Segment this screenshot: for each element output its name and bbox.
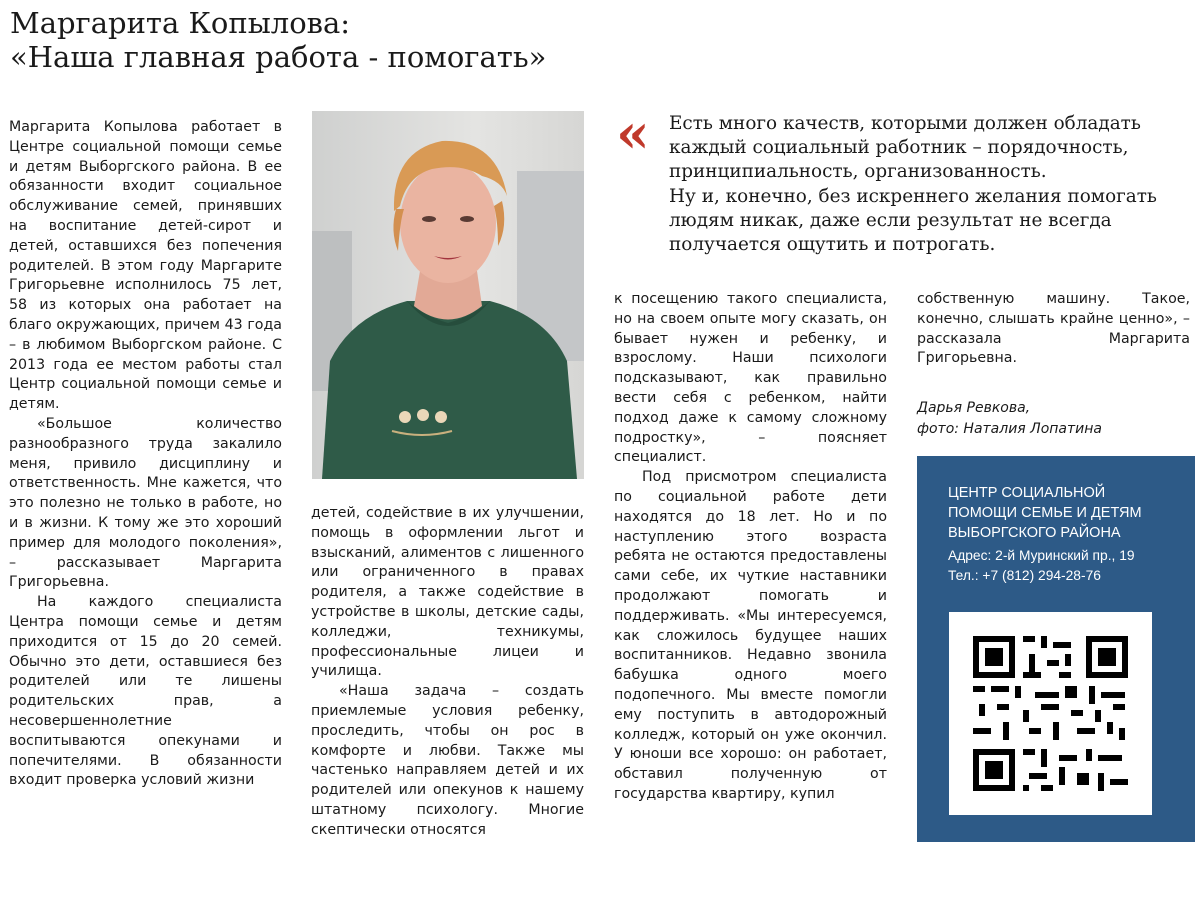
headline-line-1: Маргарита Копылова:: [10, 6, 351, 40]
article-paragraph: «Большое количество разнообразного труда закалило меня, привило дисциплину и ответственность. Мне кажется, что это полезно не только в работе, но и в жизни. К тому же это хороший пример для молодого поколения», – рассказывает Маргарита Григорьевна.: [9, 415, 282, 591]
portrait-photo: [312, 111, 584, 479]
article-paragraph: к посещению такого специалиста, но на своем опыте могу сказать, он бывает нужен и ребенку, и взрослому. Наши психологи подсказывают, как правильно вести себя с ребенком, найти подход даже к самому сложному подростку», – поясняет специалист.: [614, 291, 887, 466]
article-paragraph: «Наша задача – создать приемлемые условия ребенку, проследить, чтобы он рос в комфорте и любви. Также мы частенько направляем детей и их родителей или опекунов к нашему штатному психологу. Многие скептически относятся: [311, 683, 584, 838]
byline: [917, 398, 1190, 440]
article-paragraph: собственную машину. Такое, конечно, слышать крайне ценно», – рассказала Маргарита Григорьевна.: [917, 291, 1190, 367]
info-address: Адрес: 2-й Муринский пр., 19: [948, 548, 1135, 563]
article-paragraph: детей, содействие в их улучшении, помощь в оформлении льгот и взысканий, алиментов с лишенного или ограниченного в правах родителя, а также содействие в устройстве в школы, детские сады, колледжи, техникумы, профессиональные лицеи и училища.: [311, 505, 584, 680]
article-column-2: [311, 504, 584, 841]
quote-line: каждый социальный работник – порядочность,: [669, 137, 1129, 159]
quote-mark-icon: «: [616, 101, 650, 165]
article-paragraph: Под присмотром специалиста по социальной работе дети находятся до 18 лет. Но и по наступлению этого возраста ребята не остаются предоставлены сами себе, их чуткие наставники продолжают помогать и поддерживать. «Мы интересуемся, как сложилось будущее наших воспитанников. Недавно звонила бабушка одного моего подопечного. Мы вместе помогли ему поступить в автодорожный колледж, который он уже окончил. У юноши все хорошо: он работает, обставил полученную от государства квартиру, купил: [614, 469, 887, 802]
byline-photo-credit: фото: Наталия Лопатина: [917, 421, 1102, 437]
headline-line-2: «Наша главная работа - помогать»: [10, 40, 547, 74]
info-box: [917, 456, 1195, 842]
byline-author: Дарья Ревкова,: [917, 400, 1031, 416]
article-paragraph: Маргарита Копылова работает в Центре социальной помощи семье и детям Выборгского района. В ее обязанности входит социальное обслуживание семей, принявших на воспитание детей-сирот и детей, оставшихся без попечения родителей. В этом году Маргарите Григорьевне исполнилось 75 лет, 58 из которых она работает на благо окружающих, причем 43 года – в любимом Выборгском районе. С 2013 года ее местом работы стал Центр социальной помощи семье и детям.: [9, 119, 282, 413]
article-column-3: [614, 290, 887, 805]
info-phone: Тел.: +7 (812) 294-28-76: [948, 568, 1101, 583]
qr-code[interactable]: [949, 612, 1152, 815]
headline: [10, 6, 910, 74]
quote-line: Есть много качеств, которыми должен обладать: [669, 113, 1141, 134]
article-paragraph: На каждого специалиста Центра помощи семье и детям приходится от 15 до 20 семей. Обычно это дети, оставшиеся без родителей или те лишены родительских прав, а несовершеннолетние воспитываются опекунами и попечителями. В обязанности входит проверка условий жизни: [9, 594, 282, 789]
portrait-illustration: [312, 111, 584, 479]
article-column-1: [9, 118, 282, 791]
article-column-4: [917, 290, 1190, 369]
qr-code-icon: [949, 612, 1152, 815]
pull-quote: [669, 112, 1194, 257]
info-box-title: [948, 483, 1188, 543]
quote-line: получается ощутить и потрогать.: [669, 234, 996, 256]
info-title-line: ЦЕНТР СОЦИАЛЬНОЙ: [948, 485, 1106, 501]
quote-line: людям никак, даже если результат не всегда: [669, 209, 1112, 231]
info-title-line: ВЫБОРГСКОГО РАЙОНА: [948, 525, 1121, 541]
info-title-line: ПОМОЩИ СЕМЬЕ И ДЕТЯМ: [948, 505, 1142, 521]
quote-line: Ну и, конечно, без искреннего желания помогать: [669, 185, 1157, 207]
quote-line: принципиальность, организованность.: [669, 161, 1047, 183]
